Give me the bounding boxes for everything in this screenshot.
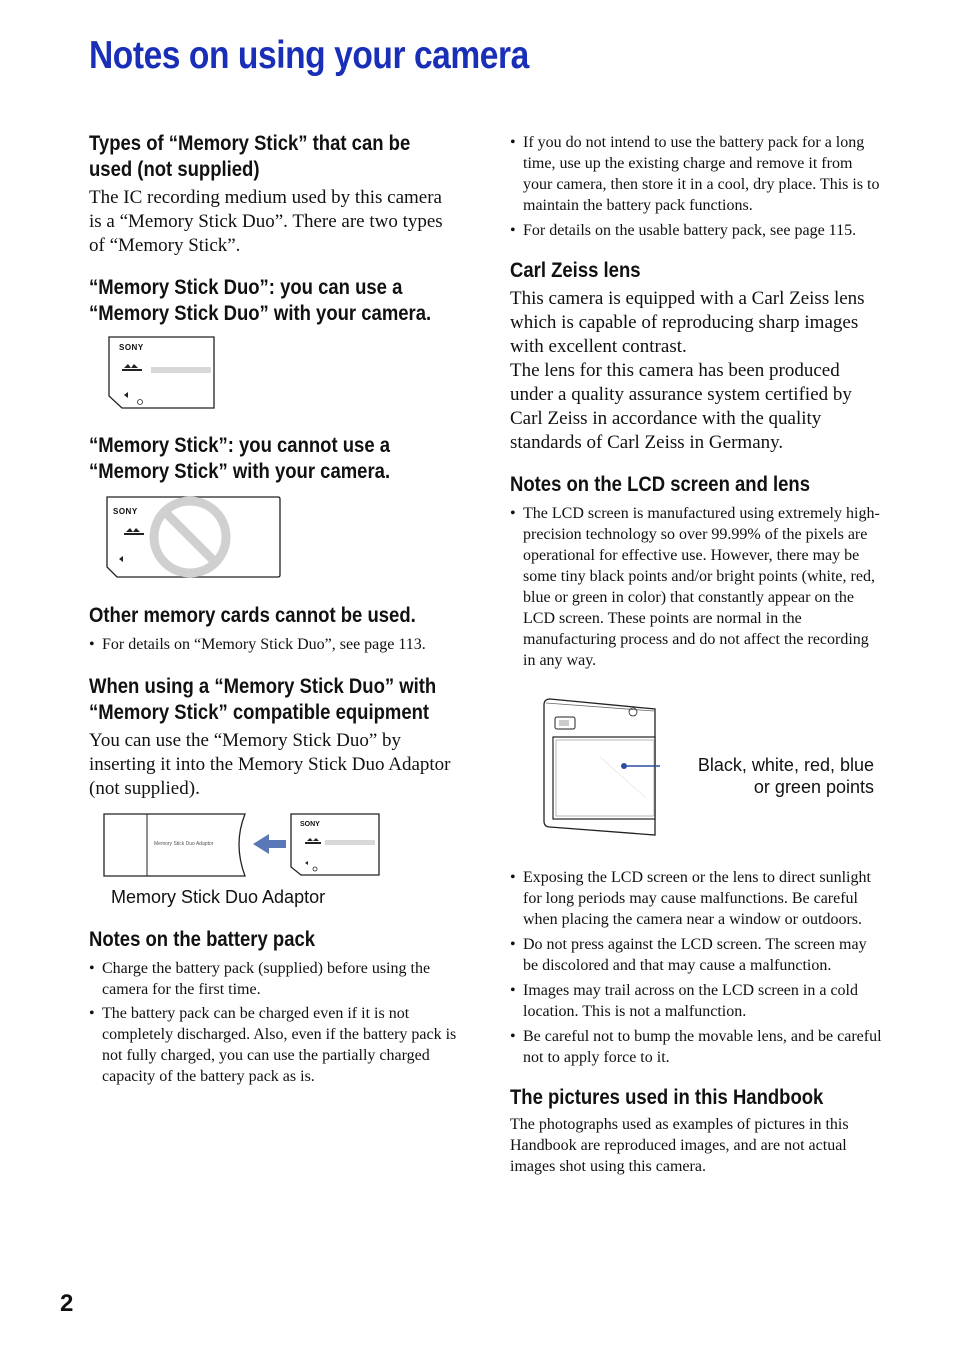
- stick-card-brand: SONY: [113, 507, 138, 516]
- lcd-callout: [698, 754, 874, 798]
- lcd-callout-line-2: or green points: [753, 777, 874, 797]
- page-title: Notes on using your camera: [89, 34, 529, 77]
- list-item: • For details on the usable battery pack, see page 115.: [510, 220, 882, 241]
- other-cards-heading: Other memory cards cannot be used.: [89, 603, 416, 627]
- list-item: • The LCD screen is manufactured using extremely high-precision technology so over 99.99% of the pixels are operational for effective use. However, there may be some tiny black points and/or bright points (white, red, blue or green in color) that constantly appear on the LCD screen. These points are normal in the manufacturing process and do not affect the recording in any way.: [510, 503, 882, 671]
- list-item: • Do not press against the LCD screen. The screen may be discolored and that may cause a malfunction.: [510, 934, 882, 976]
- duo-heading: “Memory Stick Duo”: you can use a “Memory Stick Duo” with your camera.: [89, 275, 432, 325]
- adaptor-body: You can use the “Memory Stick Duo” by inserting it into the Memory Stick Duo Adaptor (not supplied).: [89, 730, 451, 799]
- memory-stick-duo-figure: [106, 336, 218, 410]
- pictures-body: The photographs used as examples of pictures in this Handbook are reproduced images, and are not actual images shot using this camera.: [510, 1116, 849, 1175]
- adaptor-caption: Memory Stick Duo Adaptor: [111, 887, 326, 907]
- list-item: • For details on “Memory Stick Duo”, see page 113.: [89, 634, 459, 655]
- list-item: • Charge the battery pack (supplied) before using the camera for the first time.: [89, 958, 459, 1000]
- adaptor-illustration: [103, 813, 381, 877]
- lcd-heading: Notes on the LCD screen and lens: [510, 472, 811, 496]
- prohibited-icon: [147, 494, 233, 580]
- other-cards-list: [89, 634, 459, 655]
- duo-card-brand: SONY: [119, 343, 144, 352]
- pictures-heading: The pictures used in this Handbook: [510, 1085, 824, 1109]
- zeiss-body-2: The lens for this camera has been produced under a quality assurance system certified by Carl Zeiss in accordance with the quality standards of Carl Zeiss in Germany.: [510, 360, 852, 453]
- memory-stick-figure: [103, 496, 283, 578]
- lcd-callout-line-1: Black, white, red, blue: [697, 755, 874, 775]
- left-column: [89, 130, 459, 1087]
- list-item: • The battery pack can be charged even if it is not completely discharged. Also, even if the battery pack is not fully charged, you can use the partially charged capacity of the battery pack as is.: [89, 1003, 459, 1087]
- zeiss-body-1: This camera is equipped with a Carl Zeiss lens which is capable of reproducing sharp images with excellent contrast.: [510, 288, 865, 357]
- adaptor-duo-brand: SONY: [300, 821, 320, 828]
- battery-list: [89, 958, 459, 1087]
- list-item: • If you do not intend to use the battery pack for a long time, use up the existing charge and remove it from your camera, then store it in a cool, dry place. This is to maintain the battery pack functions.: [510, 132, 882, 216]
- adaptor-figure: [103, 813, 381, 877]
- types-heading: Types of “Memory Stick” that can be used (not supplied): [89, 131, 411, 181]
- lcd-list-continued: [510, 867, 882, 1068]
- zeiss-heading: Carl Zeiss lens: [510, 258, 641, 282]
- battery-heading: Notes on the battery pack: [89, 927, 316, 951]
- list-item: • Be careful not to bump the movable lens, and be careful not to apply force to it.: [510, 1026, 882, 1068]
- page-number: 2: [60, 1290, 74, 1317]
- right-column: [510, 132, 882, 1177]
- adaptor-heading: When using a “Memory Stick Duo” with “Memory Stick” compatible equipment: [89, 674, 437, 724]
- camera-back-illustration: [510, 697, 660, 837]
- adaptor-card-text: Memory Stick Duo Adaptor: [154, 841, 214, 847]
- list-item: • Images may trail across on the LCD screen in a cold location. This is not a malfunction.: [510, 980, 882, 1022]
- types-body: The IC recording medium used by this camera is a “Memory Stick Duo”. There are two types of “Memory Stick”.: [89, 187, 443, 256]
- stick-heading: “Memory Stick”: you cannot use a “Memory Stick” with your camera.: [89, 433, 391, 483]
- lcd-figure: [510, 697, 882, 837]
- list-item: • Exposing the LCD screen or the lens to direct sunlight for long periods may cause malfunctions. Be careful when placing the camera near a window or outdoors.: [510, 867, 882, 930]
- lcd-list: [510, 503, 882, 671]
- battery-list-continued: [510, 132, 882, 241]
